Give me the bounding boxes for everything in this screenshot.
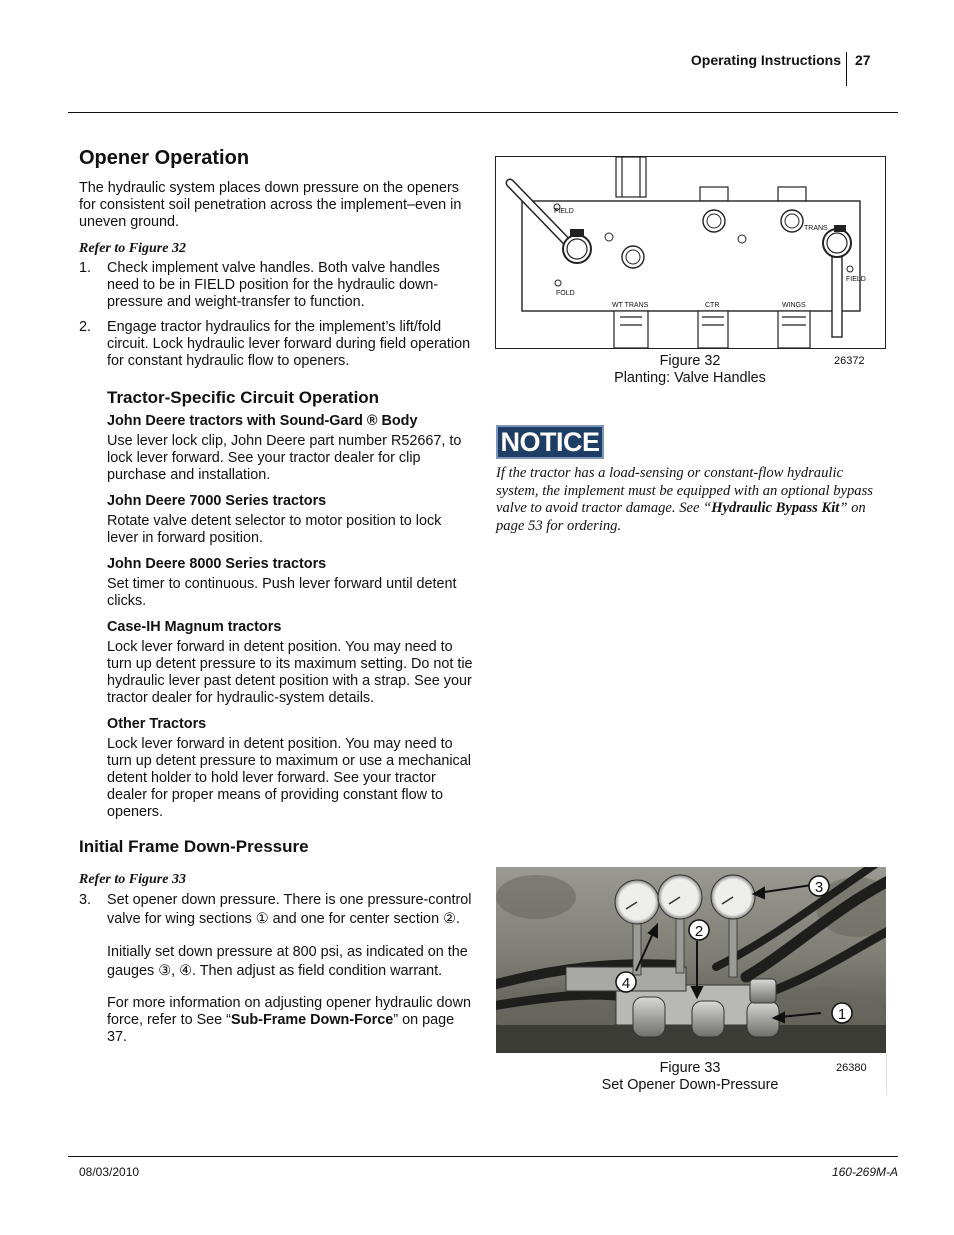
frame-gauge-paragraph: Initially set down pressure at 800 psi, as indicated on the gauges ③, ④. Then adjust as field condition warrant. [107, 944, 468, 979]
label-fold: FOLD [556, 290, 575, 297]
refer-figure-33: Refer to Figure 33 [79, 872, 186, 887]
figure-33-caption [580, 1060, 800, 1094]
figure-32-title: Planting: Valve Handles [614, 370, 766, 386]
callout-4: 4 [621, 975, 631, 992]
running-header-section: Operating Instructions [690, 52, 841, 68]
callout-2: 2 [694, 923, 704, 940]
left-column [79, 146, 474, 1046]
notice-text-pre: If the tractor has a load-sensing or constant-flow hydraulic system, the implement must be equipped with an optional bypass valve to avoid tractor damage. See “ [496, 465, 873, 516]
footer-rule [68, 1156, 898, 1157]
gauges-photo-illustration [496, 867, 886, 1053]
label-wings: WINGS [782, 302, 806, 309]
notice-text [496, 465, 888, 535]
label-field-left: FIELD [554, 208, 574, 215]
opener-intro: The hydraulic system places down pressure on the openers for consistent soil penetration across the implement–even in uneven ground. [79, 180, 462, 230]
notice-text-post: ” on page 53 for ordering. [496, 500, 866, 534]
opener-step-1 [79, 260, 474, 311]
tractor-item-text: Lock lever forward in detent position. You may need to turn up detent pressure to maximum or use a mechanical detent holder to hold lever forward. See your tractor dealer for proper means of providing constant flow to openers. [107, 736, 471, 820]
page-number: 27 [855, 52, 871, 68]
callout-3: 3 [814, 879, 824, 896]
valve-handles-illustration [496, 157, 885, 348]
tractor-item-other [79, 716, 474, 821]
figure-33-title: Set Opener Down-Pressure [601, 1077, 779, 1093]
figure-32-valve-handles [495, 156, 886, 349]
tractor-item-text: Use lever lock clip, John Deere part number R52667, to lock lever forward. See your tractor dealer for clip purchase and installation. [107, 433, 462, 483]
label-trans: TRANS [804, 225, 828, 232]
footer-date: 08/03/2010 [79, 1165, 140, 1179]
refer-figure-32: Refer to Figure 32 [79, 241, 186, 256]
tractor-item-text: Lock lever forward in detent position. You may need to turn up detent pressure to its maximum setting. Do not tie hydraulic lever past detent position with a strap. See your tractor dealer for hydraulic-system details. [107, 639, 473, 706]
more-info-post: ” on page 37. [107, 1012, 455, 1045]
figure-32-caption [600, 353, 780, 387]
sub-frame-link[interactable]: Sub-Frame Down-Force [230, 1012, 394, 1028]
tractor-item-text: Rotate valve detent selector to motor position to lock lever in forward position. [107, 513, 442, 546]
figure-33-side-rule [886, 1053, 887, 1095]
label-field-right: FIELD [846, 276, 866, 283]
callout-1: 1 [837, 1006, 847, 1023]
header-rule [68, 112, 898, 113]
frame-more-info-paragraph [107, 995, 474, 1046]
tractor-item-text: Set timer to continuous. Push lever forward until detent clicks. [107, 576, 457, 609]
notice-label: NOTICE [500, 427, 600, 457]
tractor-item-heading: John Deere 7000 Series tractors [107, 493, 327, 509]
opener-step-2 [79, 319, 474, 370]
tractor-item-jd8000 [79, 556, 474, 610]
tractor-item-heading: John Deere 8000 Series tractors [107, 556, 327, 572]
hydraulic-bypass-link[interactable]: Hydraulic Bypass Kit [711, 500, 840, 516]
figure-33-photo [496, 867, 886, 1053]
tractor-item-heading: Case-IH Magnum tractors [107, 619, 282, 635]
step-number: 3. [79, 892, 92, 908]
tractor-item-case-ih [79, 619, 474, 707]
footer-doc-number: 160-269M-A [831, 1165, 898, 1179]
step-text: Set opener down pressure. There is one pressure-control valve for wing sections ① and one for center section ②. [107, 892, 472, 927]
label-ctr: CTR [705, 302, 720, 309]
opener-operation-heading: Opener Operation [79, 147, 250, 169]
frame-down-pressure-heading: Initial Frame Down-Pressure [79, 837, 309, 856]
step-number: 1. [79, 260, 92, 276]
tractor-item-heading: John Deere tractors with Sound-Gard ® Body [107, 413, 418, 429]
label-wt-trans: WT TRANS [612, 302, 649, 309]
more-info-pre: For more information on adjusting opener hydraulic down force, refer to See “ [107, 995, 471, 1028]
figure-33-number: Figure 33 [659, 1060, 721, 1076]
tractor-item-soundgard [79, 413, 474, 484]
frame-step-3 [79, 891, 474, 929]
figure-32-number: Figure 32 [659, 353, 721, 369]
header-divider [846, 52, 847, 86]
step-text: Check implement valve handles. Both valve handles need to be in FIELD position for the hydraulic down-pressure and weight-transfer to function. [107, 260, 440, 310]
step-text: Engage tractor hydraulics for the implement’s lift/fold circuit. Lock hydraulic lever forward during field operation for constant hydraulic flow to openers. [107, 319, 471, 369]
step-number: 2. [79, 319, 92, 335]
tractor-item-jd7000 [79, 493, 474, 547]
tractor-item-heading: Other Tractors [107, 716, 207, 732]
figure-32-id: 26372 [834, 355, 865, 367]
figure-33-id: 26380 [836, 1062, 867, 1074]
tractor-circuit-heading: Tractor-Specific Circuit Operation [107, 388, 380, 407]
